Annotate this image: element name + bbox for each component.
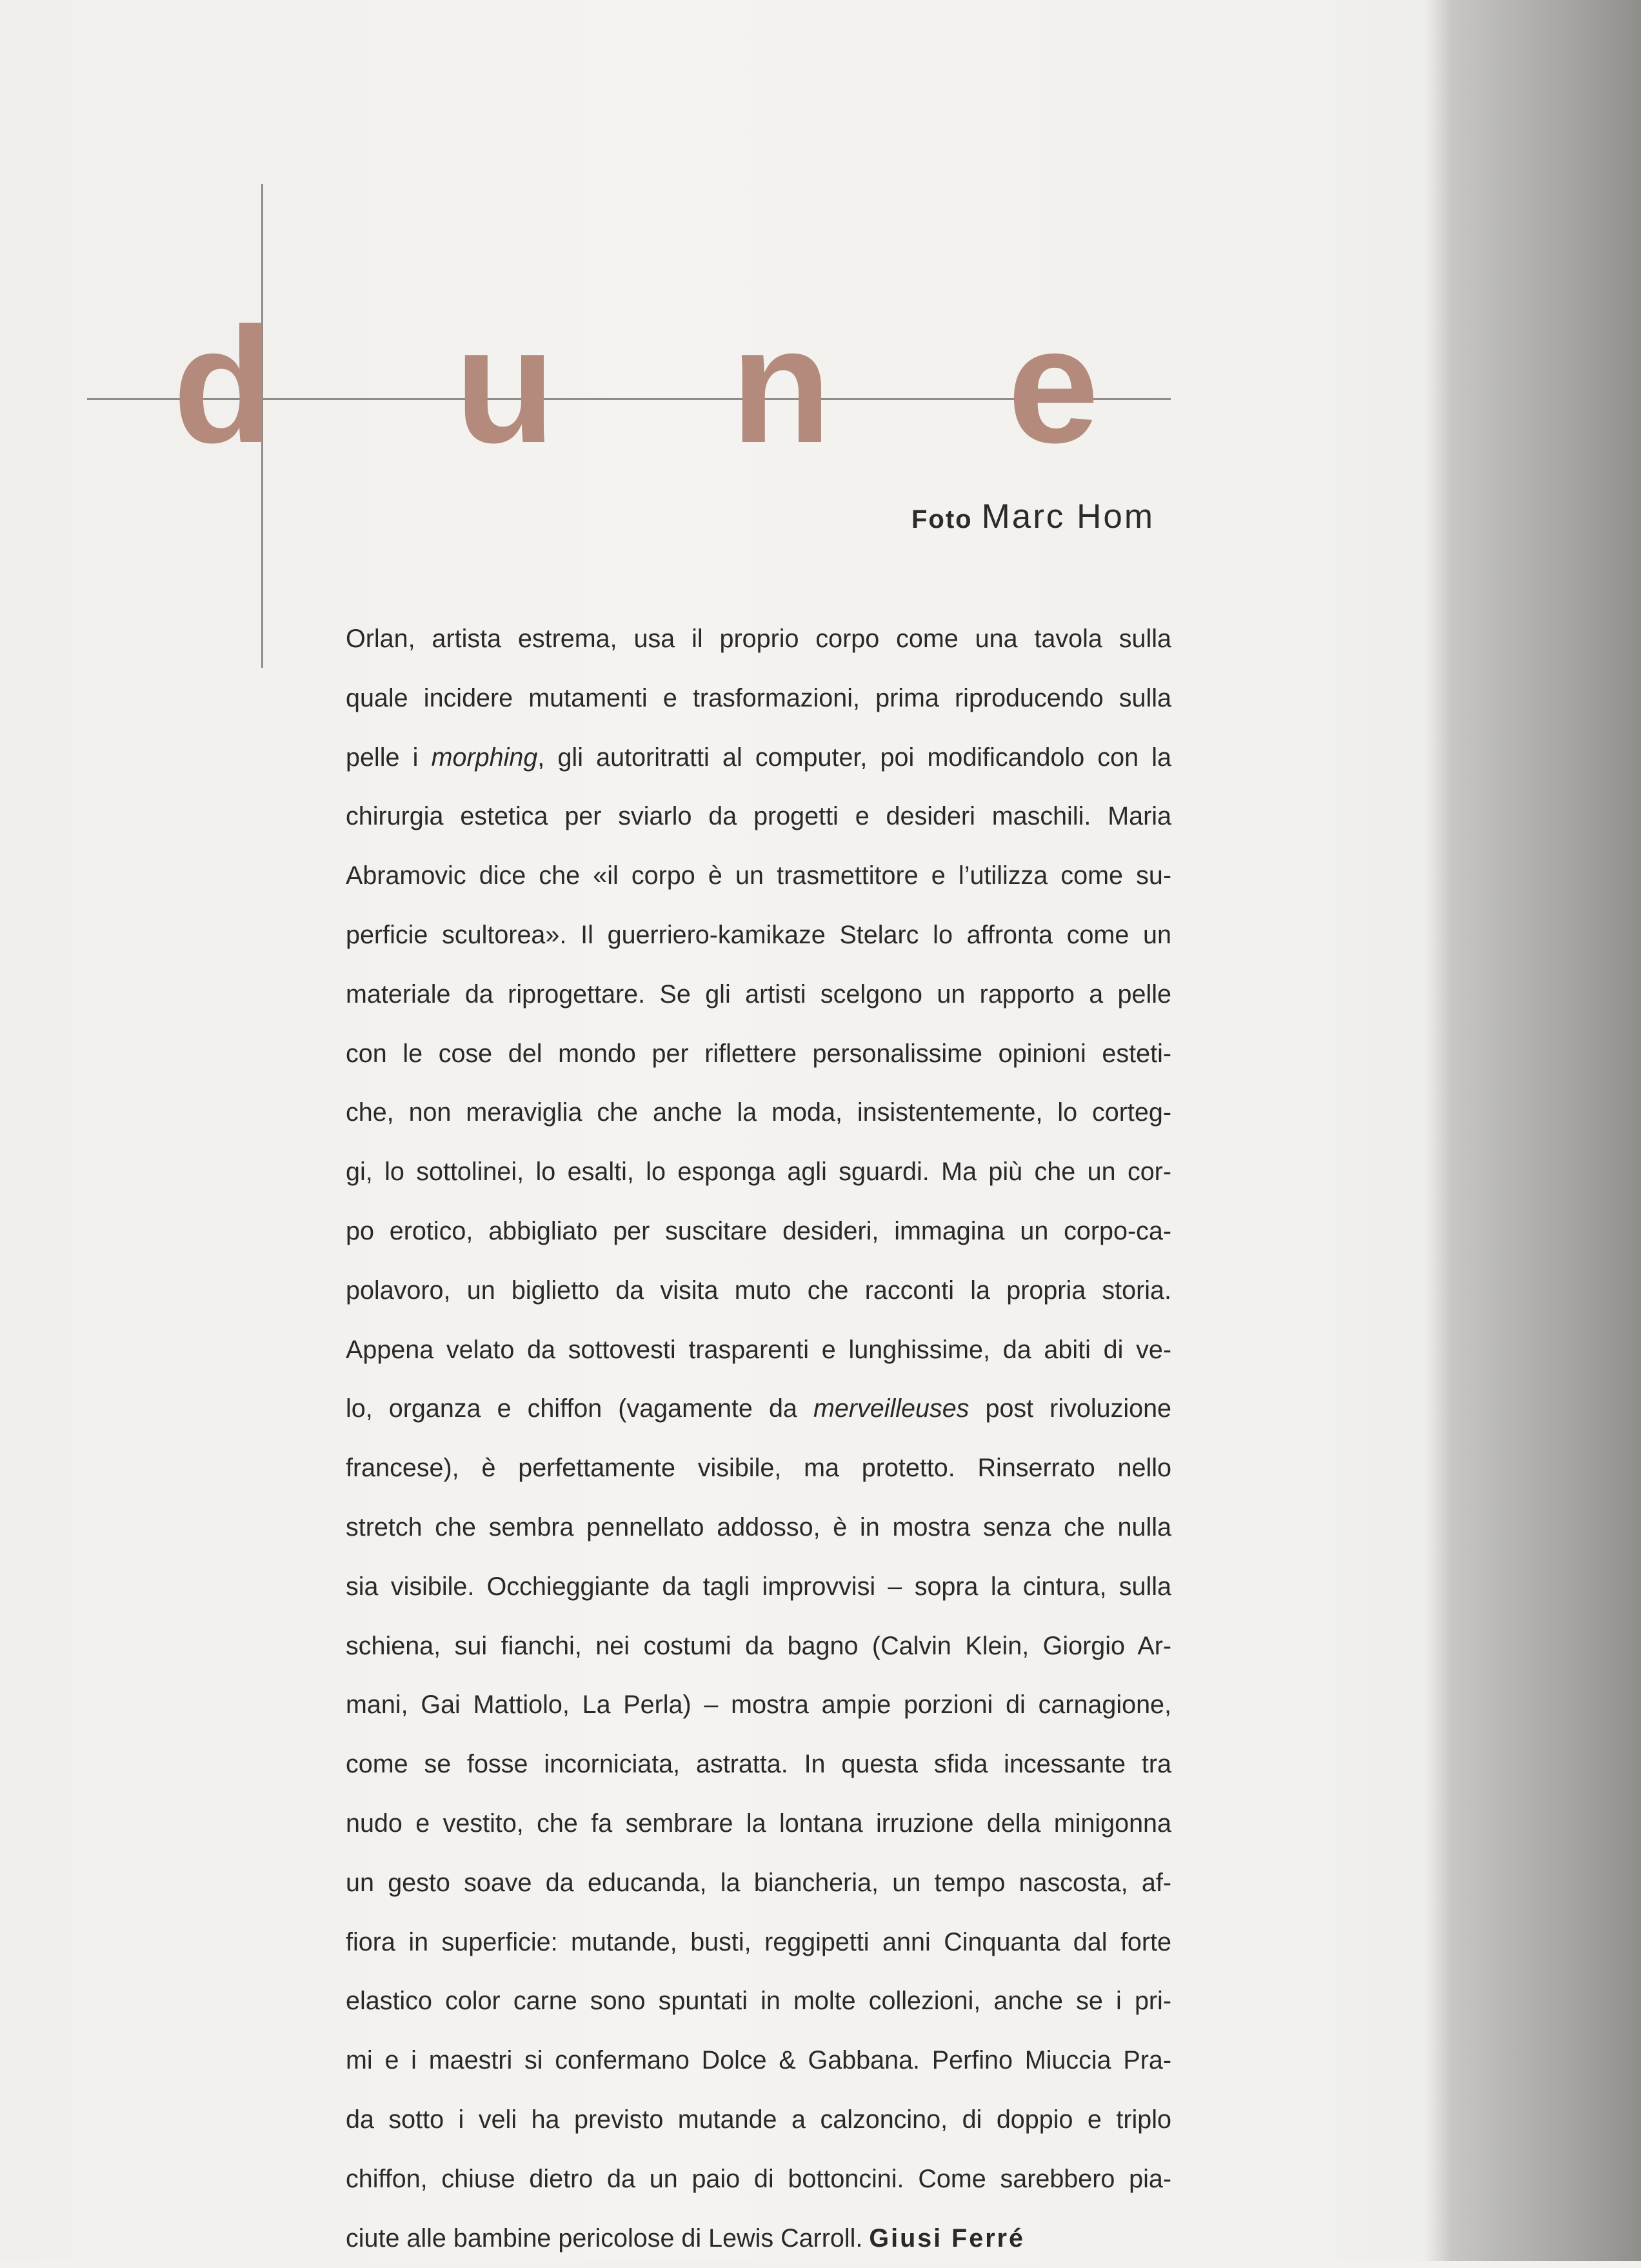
article-line: mani, Gai Mattiolo, La Perla) – mostra ampie porzioni di carnagione, bbox=[346, 1691, 1171, 1720]
article-line: materiale da riprogettare. Se gli artisti scelgono un rapporto a pelle bbox=[346, 979, 1171, 1009]
article-line: elastico color carne sono spuntati in molte collezioni, anche se i pri- bbox=[346, 1987, 1171, 2016]
italic-term: morphing bbox=[431, 743, 538, 772]
article-line: lo, organza e chiffon (vagamente da merveilleuses post rivoluzione bbox=[346, 1394, 1172, 1423]
article-line: Appena velato da sottovesti trasparenti e lunghissime, da abiti di ve- bbox=[346, 1335, 1171, 1364]
article-line-text: ciute alle bambine pericolose di Lewis Carroll. bbox=[346, 2223, 863, 2253]
article-line: Orlan, artista estrema, usa il proprio corpo come una tavola sulla bbox=[346, 625, 1171, 653]
article-body bbox=[346, 610, 1171, 2268]
article-line: po erotico, abbigliato per suscitare desideri, immagina un corpo-ca- bbox=[346, 1216, 1171, 1245]
article-line: come se fosse incorniciata, astratta. In questa sfida incessante tra bbox=[346, 1750, 1171, 1779]
photo-credit-label: Foto bbox=[911, 505, 973, 534]
article-line: gi, lo sottolinei, lo esalti, lo esponga agli sguardi. Ma più che un cor- bbox=[346, 1158, 1171, 1187]
italic-term: merveilleuses bbox=[813, 1394, 970, 1423]
page-gutter-shadow bbox=[1426, 0, 1641, 2261]
article-line: che, non meraviglia che anche la moda, insistentemente, lo corteg- bbox=[346, 1098, 1171, 1127]
article-line: schiena, sui fianchi, nei costumi da bagno (Calvin Klein, Giorgio Ar- bbox=[346, 1631, 1171, 1660]
title-letter-n: n bbox=[731, 294, 831, 477]
photographer-name: Marc Hom bbox=[981, 497, 1155, 536]
title-letter-u: u bbox=[455, 294, 555, 477]
article-line: con le cose del mondo per riflettere personalissime opinioni esteti- bbox=[346, 1039, 1171, 1068]
article-line: pelle i morphing, gli autoritratti al computer, poi modificandolo con la bbox=[346, 743, 1171, 772]
article-line: fiora in superficie: mutande, busti, reggipetti anni Cinquanta dal forte bbox=[346, 1927, 1171, 1956]
article-line: stretch che sembra pennellato addosso, è in mostra senza che nulla bbox=[346, 1512, 1171, 1541]
article-line: sia visibile. Occhieggiante da tagli improvvisi – sopra la cintura, sulla bbox=[346, 1572, 1171, 1601]
title-letter-d: d bbox=[173, 294, 274, 477]
article-line: nudo e vestito, che fa sembrare la lontana irruzione della minigonna bbox=[346, 1809, 1171, 1838]
article-line: da sotto i veli ha previsto mutande a calzoncino, di doppio e triplo bbox=[346, 2105, 1171, 2134]
article-line: chirurgia estetica per sviarlo da progetti e desideri maschili. Maria bbox=[346, 802, 1171, 831]
article-line: chiffon, chiuse dietro da un paio di bottoncini. Come sarebbero pia- bbox=[346, 2164, 1171, 2193]
title-letter-e: e bbox=[1008, 294, 1099, 477]
article-line: mi e i maestri si confermano Dolce & Gabbana. Perfino Miuccia Pra- bbox=[346, 2046, 1171, 2075]
article-line: un gesto soave da educanda, la biancheria, un tempo nascosta, af- bbox=[346, 1868, 1171, 1897]
article-line: quale incidere mutamenti e trasformazioni, prima riproducendo sulla bbox=[346, 683, 1171, 712]
photo-credit bbox=[911, 497, 1155, 536]
article-line: francese), è perfettamente visibile, ma protetto. Rinserrato nello bbox=[346, 1454, 1171, 1483]
article-line: Abramovic dice che «il corpo è un trasmettitore e l’utilizza come su- bbox=[346, 861, 1171, 890]
article-line: polavoro, un biglietto da visita muto che racconti la propria storia. bbox=[346, 1276, 1171, 1305]
article-last-line bbox=[346, 2209, 1171, 2268]
article-line: perficie scultorea». Il guerriero-kamikaze Stelarc lo affronta come un bbox=[346, 920, 1171, 949]
author-name: Giusi Ferré bbox=[869, 2223, 1025, 2253]
